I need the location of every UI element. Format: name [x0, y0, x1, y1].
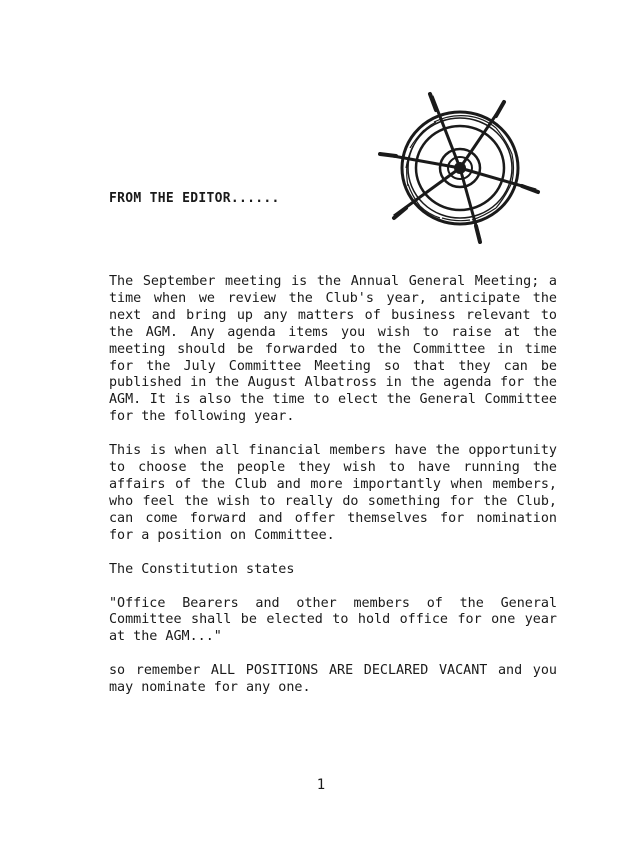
- paragraph-constitution-intro: The Constitution states: [109, 561, 295, 577]
- paragraph-agm: The September meeting is the Annual General Meeting; a time when we review the Club's year, anticipate the next and bring up any matters of business relevant to the AGM. Any agenda items you wish to raise at the meeting should be forwarded to the Committee in time for the July Committee Meeting so that they can be published in the August Albatross in the agenda for the AGM. It is also the time to elect the General Committee for the following year.: [109, 274, 557, 425]
- editor-heading: FROM THE EDITOR......: [109, 191, 280, 206]
- paragraph-reminder: so remember ALL POSITIONS ARE DECLARED VACANT and you may nominate for any one.: [109, 663, 557, 696]
- paragraph-constitution-quote: "Office Bearers and other members of the General Committee shall be elected to hold office for one year at the AGM...": [109, 595, 557, 645]
- paragraph-members: This is when all financial members have the opportunity to choose the people they wish to have running the affairs of the Club and more importantly when members, who feel the wish to really do something for the Club, can come forward and offer themselves for nomination for a position on Committee.: [109, 443, 557, 543]
- page-number: 1: [316, 777, 326, 793]
- ship-wheel-icon: [372, 90, 544, 252]
- editorial-body: [109, 274, 557, 714]
